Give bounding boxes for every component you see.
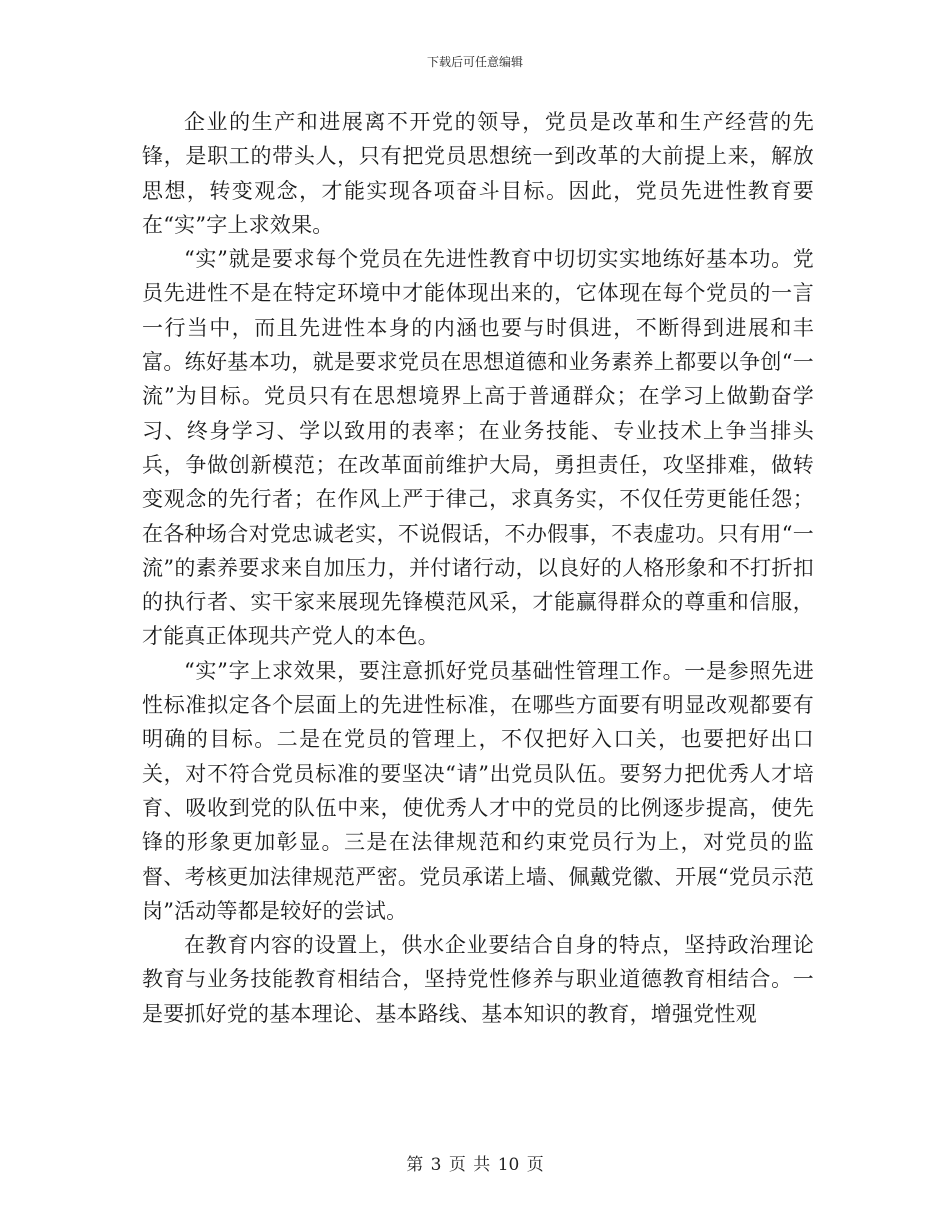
page-header: 下载后可任意编辑 <box>426 55 523 69</box>
page-number-footer: 第 3 页 共 10 页 <box>406 1155 544 1175</box>
document-body <box>142 105 814 1031</box>
paragraph-2: “实”就是要求每个党员在先进性教育中切切实实地练好基本功。党员先进性不是在特定环境中才能体现出来的，它体现在每个党员的一言一行当中，而且先进性本身的内涵也要与时俱进，不断得到进展和丰富。练好基本功，就是要求党员在思想道德和业务素养上都要以争创“一流”为目标。党员只有在思想境界上高于普通群众；在学习上做勤奋学习、终身学习、学以致用的表率；在业务技能、专业技术上争当排头兵，争做创新模范；在改革面前维护大局，勇担责任，攻坚排难，做转变观念的先行者；在作风上严于律己，求真务实，不仅任劳更能任怨；在各种场合对党忠诚老实，不说假话，不办假事，不表虚功。只有用“一流”的素养要求来自加压力，并付诸行动，以良好的人格形象和不打折扣的执行者、实干家来展现先锋模范风采，才能赢得群众的尊重和信服，才能真正体现共产党人的本色。 <box>142 247 814 649</box>
paragraph-3: “实”字上求效果，要注意抓好党员基础性管理工作。一是参照先进性标准拟定各个层面上的先进性标准，在哪些方面要有明显改观都要有明确的目标。二是在党员的管理上，不仅把好入口关，也要把好出口关，对不符合党员标准的要坚决“请”出党员队伍。要努力把优秀人才培育、吸收到党的队伍中来，使优秀人才中的党员的比例逐步提高，使先锋的形象更加彰显。三是在法律规范和约束党员行为上，对党员的监督、考核更加法律规范严密。党员承诺上墙、佩戴党徽、开展“党员示范岗”活动等都是较好的尝试。 <box>142 658 814 923</box>
paragraph-1: 企业的生产和进展离不开党的领导，党员是改革和生产经营的先锋，是职工的带头人，只有把党员思想统一到改革的大前提上来，解放思想，转变观念，才能实现各项奋斗目标。因此，党员先进性教育要在“实”字上求效果。 <box>142 110 814 237</box>
paragraph-4: 在教育内容的设置上，供水企业要结合自身的特点，坚持政治理论教育与业务技能教育相结合，坚持党性修养与职业道德教育相结合。一是要抓好党的基本理论、基本路线、基本知识的教育，增强党性观 <box>142 933 814 1026</box>
